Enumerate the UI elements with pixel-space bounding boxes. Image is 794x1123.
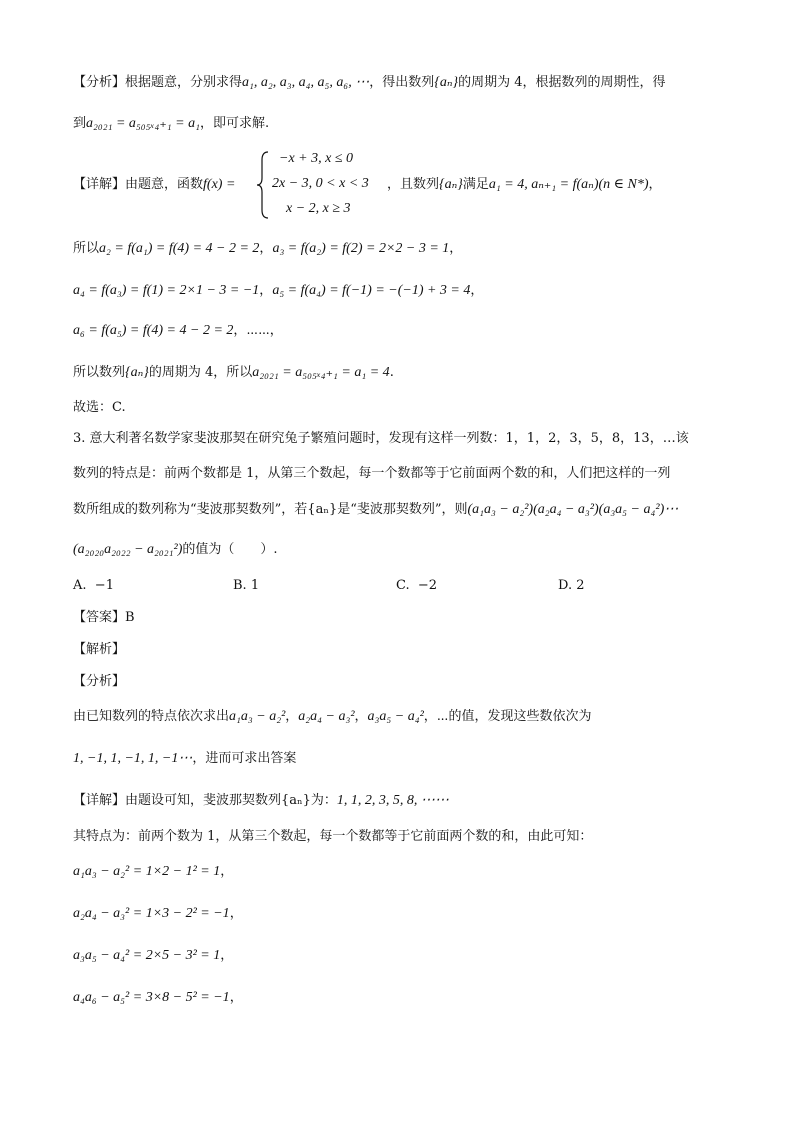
q3-l3-pre: 数所组成的数列称为“斐波那契数列”，若{aₙ}是“斐波那契数列”，则	[73, 502, 468, 517]
detail-line-2	[73, 282, 483, 300]
d-l3-m: a₆ = f(a₅) = f(4) = 4 − 2 = 2	[73, 323, 234, 338]
option-a	[73, 578, 114, 593]
detail-line-cond	[387, 176, 662, 194]
d-l4-math: a₂₀₂₁ = a₅₀₅ₓ₄₊₁ = a₁ = 4	[252, 365, 390, 380]
analysis-line-2	[73, 115, 269, 133]
option-b-label: B.	[233, 578, 247, 593]
option-c-value: −2	[417, 578, 438, 593]
piece-1: −x + 3, x ≤ 0	[279, 151, 354, 166]
option-d-value: 2	[576, 578, 585, 593]
d3-eq-4-math: a₄a₆ − a₅² = 3×8 − 5² = −1	[73, 990, 230, 1005]
d3-eq-2-math: a₂a₄ − a₃² = 1×3 − 2² = −1	[73, 906, 230, 921]
analysis-intro: 【分析】根据题意，分别求得	[73, 75, 243, 90]
q3-line-3	[73, 501, 678, 519]
detail-line-function	[73, 176, 235, 194]
d-l3-end: ，⋯⋯，	[233, 323, 283, 338]
option-b-value: 1	[250, 578, 260, 593]
d-l4-seq: {aₙ}	[125, 365, 149, 380]
d3-eq-1	[73, 863, 233, 881]
option-a-label: A.	[73, 578, 87, 593]
d-l1-pre: 所以	[73, 241, 100, 256]
d-l1-m2: a₃ = f(a₂) = f(2) = 2×2 − 3 = 1	[272, 241, 450, 256]
detail-mid2: 满足	[462, 177, 489, 192]
a3-l1-sep1: ，	[285, 709, 299, 724]
detail-seq: {aₙ}	[439, 177, 463, 192]
option-a-value: −1	[94, 578, 114, 593]
piece-3: x − 2, x ≥ 3	[286, 201, 351, 216]
terms-list: a₁, a₂, a₃, a₄, a₅, a₆, ⋯	[242, 75, 370, 90]
q3-line-4	[73, 541, 278, 559]
d3-l1-pre: 【详解】由题设可知，斐波那契数列{aₙ}为：	[73, 793, 337, 808]
analysis-mid: ，得出数列	[369, 75, 435, 90]
analysis-l2-math: a₂₀₂₁ = a₅₀₅ₓ₄₊₁ = a₁	[86, 116, 200, 131]
d3-eq-2	[73, 905, 243, 923]
a3-l1-m2: a₂a₄ − a₃²	[298, 709, 355, 724]
a3-l2-math: 1, −1, 1, −1, 1, −1⋯	[73, 751, 193, 766]
option-c	[396, 578, 437, 593]
analysis-l2-post: ，即可求解.	[199, 116, 270, 131]
answer-line: 【答案】B	[73, 610, 135, 625]
choice-line: 故选：C.	[73, 400, 126, 415]
analysis-title: 【分析】	[73, 674, 126, 689]
a3-l1-pre: 由已知数列的特点依次求出	[73, 709, 230, 724]
d-l1-m1: a₂ = f(a₁) = f(4) = 4 − 2 = 2	[99, 241, 260, 256]
detail-line-4	[73, 364, 394, 382]
d-l2-m1: a₄ = f(a₃) = f(1) = 2×1 − 3 = −1	[73, 283, 260, 298]
d-l4-mid: 的周期为 4，所以	[148, 365, 253, 380]
q3-line-1: 3. 意大利著名数学家斐波那契在研究兔子繁殖问题时，发现有这样一列数：1，1，2，3，5，8，13，…该	[73, 431, 689, 446]
d3-eq-4	[73, 989, 243, 1007]
piecewise-brace	[256, 150, 270, 220]
d3-line-1	[73, 792, 449, 810]
d-l1-end: ，	[449, 241, 463, 256]
d3-line-2: 其特点为：前两个数为 1，从第三个数起，每一个数都等于它前面两个数的和，由此可知：	[73, 829, 593, 844]
d3-eq-1-end: ，	[220, 864, 234, 879]
seq-symbol: {aₙ}	[434, 75, 459, 90]
d-l4-pre: 所以数列	[73, 365, 126, 380]
a3-l1-sep2: ，	[354, 709, 368, 724]
option-c-label: C.	[396, 578, 410, 593]
option-d-label: D.	[558, 578, 573, 593]
a3-l1-m3: a₃a₅ − a₄²	[367, 709, 424, 724]
d-l1-sep: ，	[259, 241, 273, 256]
detail-end: ，	[648, 177, 662, 192]
d-l2-end: ，	[470, 283, 484, 298]
option-b	[233, 578, 259, 593]
d3-eq-4-end: ，	[229, 990, 243, 1005]
d3-l1-math: 1, 1, 2, 3, 5, 8, ⋯⋯	[336, 793, 449, 808]
d3-eq-3-math: a₃a₅ − a₄² = 2×5 − 3² = 1	[73, 948, 221, 963]
q3-line-2: 数列的特点是：前两个数都是 1，从第三个数起，每一个数都等于它前面两个数的和，人们把这样的一列	[73, 466, 671, 481]
analysis-l2-pre: 到	[73, 116, 87, 131]
detail-mid: ，且数列	[387, 177, 440, 192]
piece-2: 2x − 3, 0 < x < 3	[272, 176, 369, 191]
d3-eq-2-end: ，	[229, 906, 243, 921]
detail-pre: 【详解】由题意，函数	[73, 177, 204, 192]
analysis-end: 的周期为 4，根据数列的周期性，得	[458, 75, 666, 90]
detail-line-1	[73, 240, 462, 258]
a3-l1-post: ，⋯的值，发现这些数依次为	[423, 709, 592, 724]
option-d	[558, 578, 585, 593]
detail-line-3	[73, 322, 283, 340]
jiexi-line: 【解析】	[73, 642, 126, 657]
q3-l4-post: 的值为（ ）.	[182, 542, 278, 557]
detail-cond: a₁ = 4, aₙ₊₁ = f(aₙ)(n ∈ N*)	[488, 177, 649, 192]
d3-eq-3-end: ，	[220, 948, 234, 963]
a3-line-1	[73, 708, 592, 726]
d3-eq-3	[73, 947, 233, 965]
fx-label: f(x) =	[203, 177, 236, 192]
a3-l1-m1: a₁a₃ − a₂²	[229, 709, 286, 724]
d-l2-sep: ，	[259, 283, 273, 298]
d3-eq-1-math: a₁a₃ − a₂² = 1×2 − 1² = 1	[73, 864, 221, 879]
a3-line-2	[73, 750, 296, 768]
q3-l4-math: (a₂₀₂₀a₂₀₂₂ − a₂₀₂₁²)	[73, 542, 183, 557]
analysis-line-1	[73, 74, 666, 92]
q3-l3-math: (a₁a₃ − a₂²)(a₂a₄ − a₃²)(a₃a₅ − a₄²)⋯	[467, 502, 679, 517]
d-l4-end: .	[389, 365, 394, 380]
d-l2-m2: a₅ = f(a₄) = f(−1) = −(−1) + 3 = 4	[272, 283, 471, 298]
a3-l2-post: ，进而可求出答案	[192, 751, 297, 766]
